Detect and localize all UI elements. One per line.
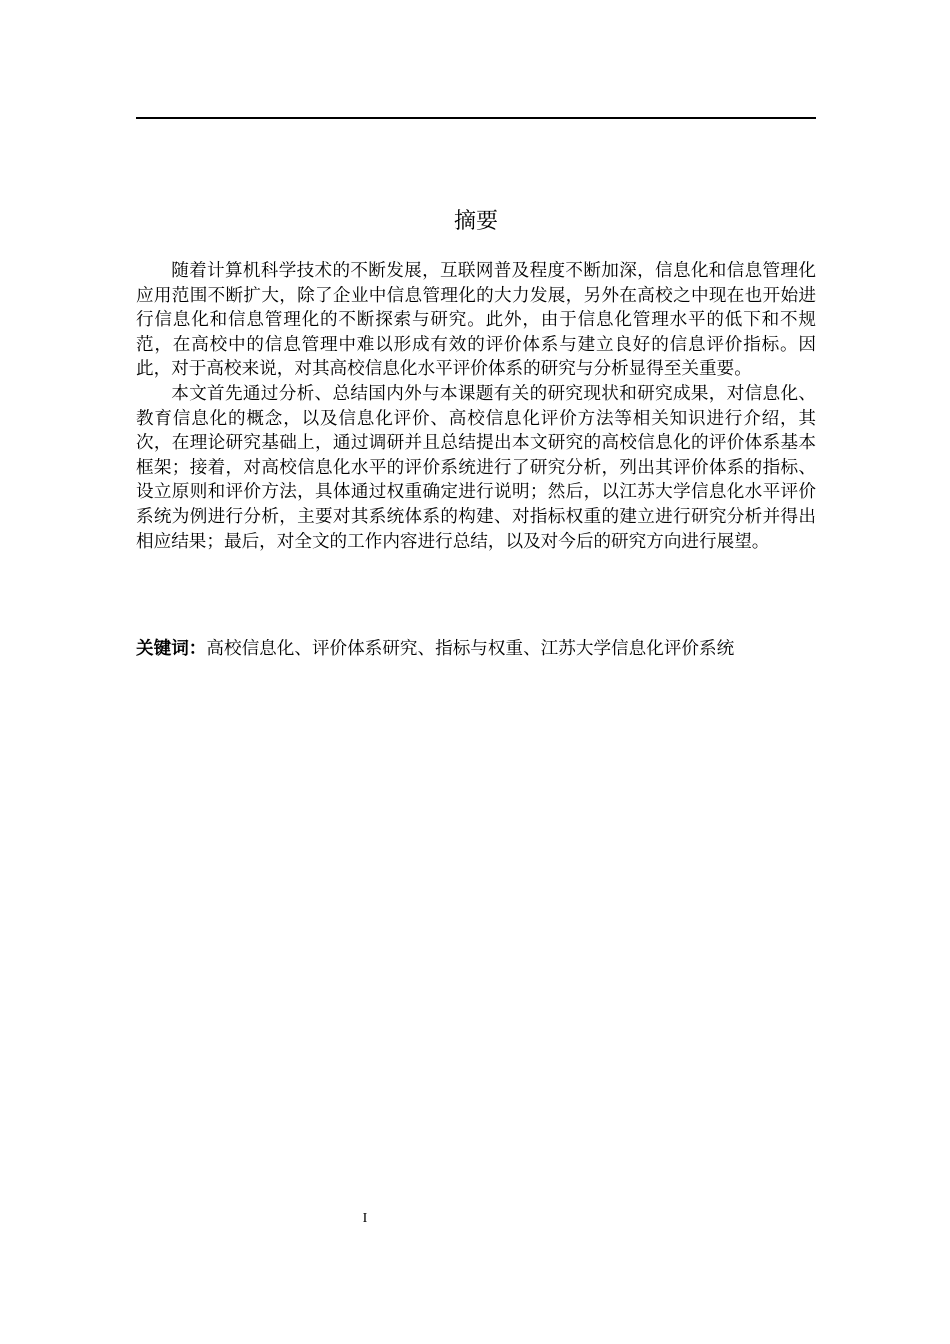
keywords-line <box>136 637 816 662</box>
page-title: 摘要 <box>453 209 498 234</box>
abstract-body <box>136 259 816 554</box>
abstract-paragraph-2: 本文首先通过分析、总结国内外与本课题有关的研究现状和研究成果，对信息化、教育信息化的概念，以及信息化评价、高校信息化评价方法等相关知识进行介绍，其次，在理论研究基础上，通过调研并且总结提出本文研究的高校信息化的评价体系基本框架；接着，对高校信息化水平的评价系统进行了研究分析，列出其评价体系的指标、设立原则和评价方法，具体通过权重确定进行说明；然后，以江苏大学信息化水平评价系统为例进行分析，主要对其系统体系的构建、对指标权重的建立进行研究分析并得出相应结果；最后，对全文的工作内容进行总结，以及对今后的研究方向进行展望。 <box>136 383 816 552</box>
page-number: I <box>362 1211 368 1226</box>
header-rule <box>136 117 816 119</box>
keywords-label: 关键词： <box>136 639 207 659</box>
abstract-paragraph-1: 随着计算机科学技术的不断发展，互联网普及程度不断加深，信息化和信息管理化应用范围不断扩大，除了企业中信息管理化的大力发展，另外在高校之中现在也开始进行信息化和信息管理化的不断探索与研究。此外，由于信息化管理水平的低下和不规范，在高校中的信息管理中难以形成有效的评价体系与建立良好的信息评价指标。因此，对于高校来说，对其高校信息化水平评价体系的研究与分析显得至关重要。 <box>136 261 816 380</box>
keywords-text: 高校信息化、评价体系研究、指标与权重、江苏大学信息化评价系统 <box>206 639 735 659</box>
